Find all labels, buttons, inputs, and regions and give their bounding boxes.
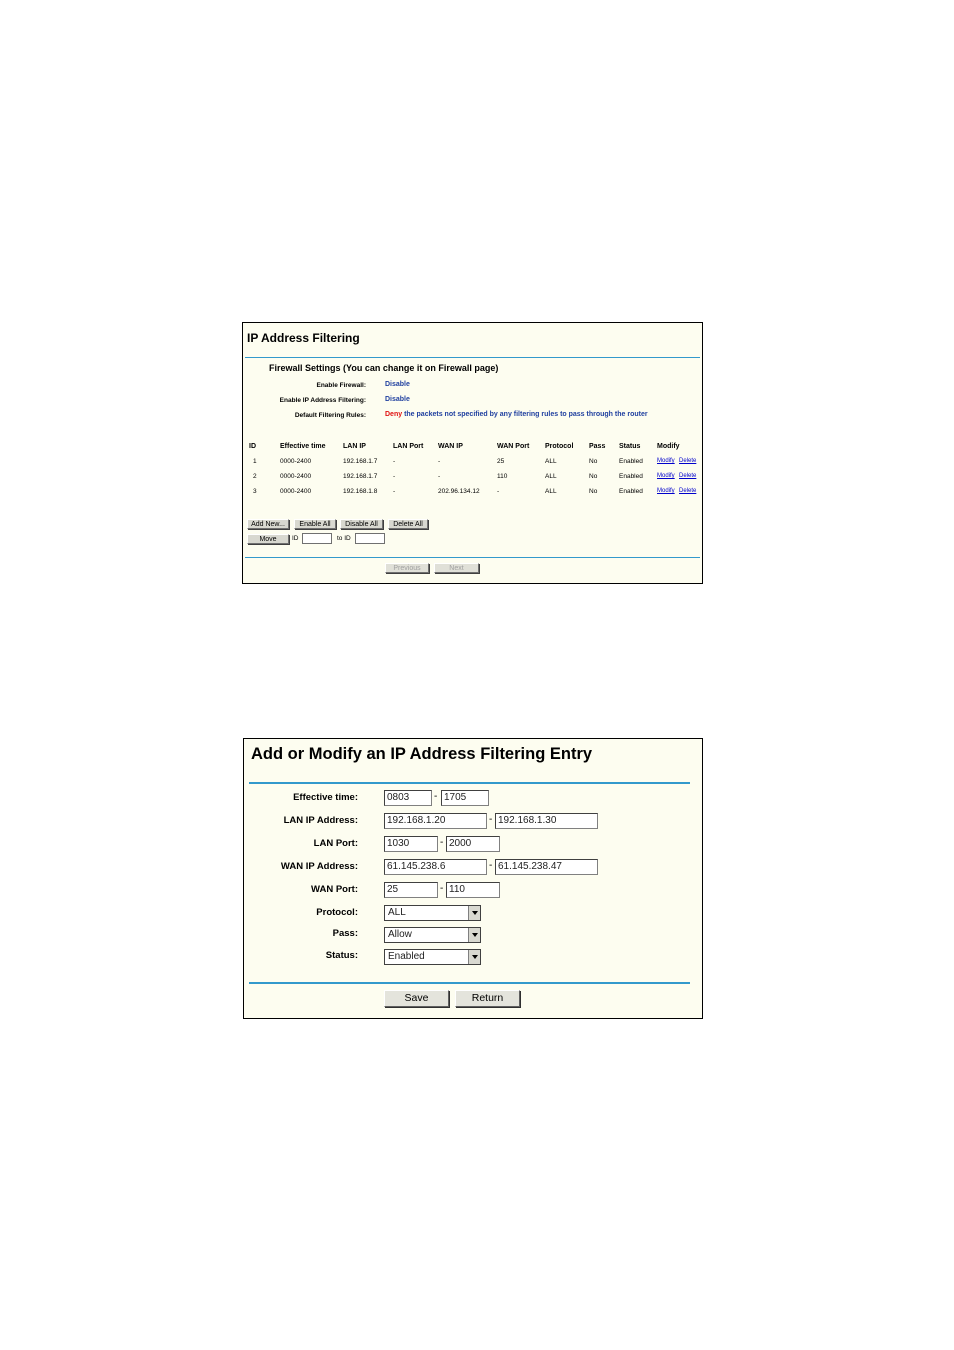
move-id-label: ID (292, 535, 299, 542)
ip-address-filtering-panel (242, 322, 703, 584)
cell-time: 0000-2400 (280, 488, 312, 495)
effective-time-label: Effective time: (293, 792, 358, 803)
wan-port-end-input[interactable]: 110 (446, 882, 500, 898)
range-separator: - (434, 791, 438, 802)
enable-firewall-value: Disable (385, 381, 410, 388)
enable-all-button[interactable]: Enable All (294, 519, 336, 529)
lan-ip-address-label: LAN IP Address: (283, 815, 358, 826)
cell-status: Enabled (619, 488, 643, 495)
cell-lan-port: - (393, 473, 396, 480)
enable-ip-filtering-label: Enable IP Address Filtering: (279, 397, 366, 404)
modify-link[interactable]: Modify (657, 488, 675, 494)
wan-ip-address-label: WAN IP Address: (280, 861, 358, 872)
col-header-wan-ip: WAN IP (438, 443, 463, 450)
col-header-lan-port: LAN Port (393, 443, 424, 450)
col-header-protocol: Protocol (545, 443, 574, 450)
enable-ip-filtering-value: Disable (385, 396, 410, 403)
cell-wan-ip: - (438, 473, 441, 480)
cell-wan-ip: - (438, 458, 441, 465)
enable-firewall-label: Enable Firewall: (316, 382, 366, 389)
chevron-down-icon[interactable] (468, 928, 480, 942)
pass-label: Pass: (332, 928, 358, 939)
status-label: Status: (325, 950, 358, 961)
cell-pass: No (589, 458, 598, 465)
add-new-button[interactable]: Add New... (247, 519, 289, 529)
cell-lan-ip: 192.168.1.7 (343, 473, 378, 480)
delete-link[interactable]: Delete (679, 458, 697, 464)
cell-status: Enabled (619, 458, 643, 465)
firewall-settings-header: Firewall Settings (You can change it on Firewall page) (269, 363, 499, 373)
cell-id: 3 (253, 488, 257, 495)
default-filtering-rules-value (385, 411, 648, 418)
divider (249, 782, 690, 784)
cell-id: 2 (253, 473, 257, 480)
next-button[interactable]: Next (434, 563, 479, 573)
cell-protocol: ALL (545, 458, 557, 465)
lan-port-label: LAN Port: (313, 838, 358, 849)
cell-lan-port: - (393, 458, 396, 465)
page-title: Add or Modify an IP Address Filtering Entry (251, 745, 593, 763)
pass-selected-value: Allow (388, 929, 412, 940)
cell-lan-ip: 192.168.1.8 (343, 488, 378, 495)
cell-protocol: ALL (545, 473, 557, 480)
deny-text: Deny (385, 411, 403, 418)
pass-select[interactable] (384, 927, 481, 943)
cell-protocol: ALL (545, 488, 557, 495)
lan-ip-start-input[interactable]: 192.168.1.20 (384, 813, 487, 829)
lan-port-start-input[interactable]: 1030 (384, 836, 438, 852)
protocol-label: Protocol: (316, 907, 358, 918)
cell-time: 0000-2400 (280, 473, 312, 480)
move-button[interactable]: Move (247, 534, 289, 544)
previous-button[interactable]: Previous (385, 563, 429, 573)
protocol-selected-value: ALL (388, 907, 406, 918)
lan-ip-end-input[interactable]: 192.168.1.30 (495, 813, 598, 829)
wan-port-label: WAN Port: (311, 884, 358, 895)
chevron-down-icon[interactable] (468, 950, 480, 964)
move-to-id-input[interactable] (355, 533, 385, 544)
cell-lan-ip: 192.168.1.7 (343, 458, 378, 465)
divider (245, 557, 700, 558)
default-filtering-rules-label: Default Filtering Rules: (294, 412, 366, 419)
col-header-pass: Pass (589, 443, 606, 450)
protocol-select[interactable] (384, 905, 481, 921)
col-header-status: Status (619, 443, 641, 450)
effective-time-end-input[interactable]: 1705 (441, 790, 489, 806)
divider (245, 357, 700, 358)
cell-status: Enabled (619, 473, 643, 480)
col-header-effective-time: Effective time (280, 443, 326, 450)
delete-all-button[interactable]: Delete All (388, 519, 428, 529)
delete-link[interactable]: Delete (679, 488, 697, 494)
cell-pass: No (589, 473, 598, 480)
range-separator: - (489, 860, 493, 871)
rule-description: the packets not specified by any filtering rules to pass through the router (404, 411, 648, 418)
cell-wan-port: 110 (497, 473, 508, 480)
add-modify-filter-panel (243, 738, 703, 1019)
col-header-lan-ip: LAN IP (343, 443, 366, 450)
move-to-id-label: to ID (337, 535, 351, 542)
col-header-wan-port: WAN Port (497, 443, 530, 450)
wan-ip-start-input[interactable]: 61.145.238.6 (384, 859, 487, 875)
modify-link[interactable]: Modify (657, 473, 675, 479)
save-button[interactable]: Save (384, 990, 449, 1007)
modify-link[interactable]: Modify (657, 458, 675, 464)
status-select[interactable] (384, 949, 481, 965)
cell-wan-port: - (497, 488, 500, 495)
disable-all-button[interactable]: Disable All (340, 519, 383, 529)
wan-ip-end-input[interactable]: 61.145.238.47 (495, 859, 598, 875)
range-separator: - (440, 883, 444, 894)
return-button[interactable]: Return (455, 990, 520, 1007)
cell-pass: No (589, 488, 598, 495)
range-separator: - (489, 814, 493, 825)
lan-port-end-input[interactable]: 2000 (446, 836, 500, 852)
status-selected-value: Enabled (388, 951, 425, 962)
wan-port-start-input[interactable]: 25 (384, 882, 438, 898)
col-header-id: ID (249, 443, 256, 450)
cell-wan-ip: 202.96.134.12 (438, 488, 480, 495)
cell-wan-port: 25 (497, 458, 505, 465)
cell-time: 0000-2400 (280, 458, 312, 465)
range-separator: - (440, 837, 444, 848)
page-title: IP Address Filtering (247, 331, 360, 345)
col-header-modify: Modify (657, 443, 680, 450)
move-from-id-input[interactable] (302, 533, 332, 544)
cell-id: 1 (253, 458, 257, 465)
effective-time-start-input[interactable]: 0803 (384, 790, 432, 806)
delete-link[interactable]: Delete (679, 473, 697, 479)
chevron-down-icon[interactable] (468, 906, 480, 920)
divider (249, 982, 690, 984)
cell-lan-port: - (393, 488, 396, 495)
